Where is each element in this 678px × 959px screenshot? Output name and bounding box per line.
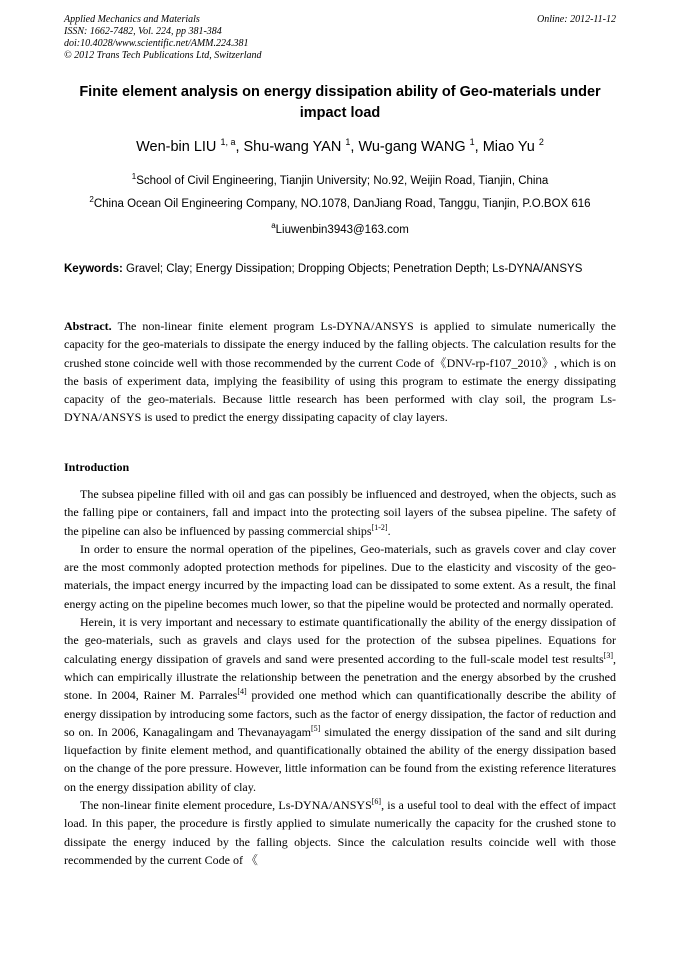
- keywords-block: [64, 261, 616, 278]
- email-mark: a: [271, 221, 276, 230]
- author-name: Miao Yu: [482, 139, 535, 155]
- affiliation-text: China Ocean Oil Engineering Company, NO.1078, DanJiang Road, Tanggu, Tianjin, P.O.BOX 616: [93, 198, 591, 210]
- author-affiliation-mark: 1: [345, 137, 351, 147]
- affiliation-text: School of Civil Engineering, Tianjin University; No.92, Weijin Road, Tianjin, China: [136, 175, 549, 187]
- citation: [6]: [371, 797, 382, 807]
- author-name: Wen-bin LIU: [136, 139, 217, 155]
- journal-name: Applied Mechanics and Materials: [64, 14, 200, 25]
- paragraph: [64, 796, 616, 869]
- keywords-text: Gravel; Clay; Energy Dissipation; Dropping Objects; Penetration Depth; Ls-DYNA/ANSYS: [126, 263, 583, 275]
- author-name: Wu-gang WANG: [358, 139, 466, 155]
- paragraph-text: , is a useful tool to deal with the effect of impact load. In this paper, the procedure is firstly applied to simulate numerically the capacity for the crushed stone to dissipate the energy induced by the falling objects. Since the calculation results coincide well with those recommended by the current Code of 《: [64, 798, 616, 867]
- author-affiliation-mark: 1, a: [220, 137, 236, 147]
- paragraph-text: , which can empirically illustrate the relationship between the penetration and the energy absorbed by the crushed stone. In 2004, Rainer M. Parrales: [64, 651, 616, 703]
- doi-line[interactable]: doi:10.4028/www.scientific.net/AMM.224.381: [64, 38, 249, 49]
- paragraph-text: Herein, it is very important and necessary to estimate quantificationally the ability of the energy dissipation of the geo-materials, such as gravels and clays used for the protection of the subsea pipelines. Equations for calculating energy dissipation of gravels and sand were presented according to the full-scale model test results: [64, 615, 616, 666]
- paragraph: [64, 485, 616, 540]
- abstract-label: Abstract.: [64, 319, 112, 333]
- paragraph-text: simulated the energy dissipation of the sand and silt during liquefaction by finite element method, and quantificationally obtained the ability of the energy dissipation based on the change of the pore pressure. However, little information can be found from the existing reference literatures on the energy dissipation ability of clay.: [64, 724, 617, 794]
- keywords-label: Keywords:: [64, 263, 123, 275]
- introduction-body: [64, 485, 616, 869]
- citation: [5]: [311, 723, 321, 733]
- affiliation-1: [64, 174, 616, 188]
- paragraph-text: The subsea pipeline filled with oil and gas can possibly be influenced and destroyed, when the objects, such as the falling pipe or containers, fall and impact into the protecting soil layers of the subsea pipeline. The safety of the pipeline can also be influenced by passing commercial ships: [64, 487, 616, 538]
- section-heading-introduction: Introduction: [64, 460, 130, 474]
- paragraph: [64, 613, 616, 796]
- author-affiliation-mark: 1: [469, 137, 475, 147]
- abstract-block: [64, 317, 616, 427]
- author-name: Shu-wang YAN: [243, 139, 342, 155]
- citation: [4]: [237, 687, 247, 697]
- author-list: Wen-bin LIU $^{1, a}$, Shu-wang YAN $^1$, Wu-gang WANG $^1$, Miao Yu $^2$: [136, 137, 544, 155]
- citation: [3]: [603, 650, 613, 660]
- paragraph-text: provided one method which can quantificationally describe the ability of energy dissipation by introducing some factors, such as the factor of energy dissipation, the factor of reduction and so on. In 2006, Kanagalingam and Thevanayagam: [64, 688, 617, 739]
- copyright-line: © 2012 Trans Tech Publications Ltd, Switzerland: [64, 50, 262, 61]
- citation: [1-2]: [371, 522, 388, 532]
- online-date: Online: 2012-11-12: [537, 14, 616, 25]
- affiliation-2: [58, 197, 622, 211]
- author-email: [64, 223, 616, 237]
- journal-header: [64, 14, 616, 62]
- email-text[interactable]: Liuwenbin3943@163.com: [275, 224, 409, 236]
- paragraph: In order to ensure the normal operation of the pipelines, Geo-materials, such as gravels cover and clay cover are the most commonly adopted protection methods for pipelines. Due to the elasticity and viscosity of the geo-materials, the impact energy incurred by the impacting load can be dissipated to some extent. As a result, the final energy acting on the pipeline becomes much lower, so that the pipeline would be protected and normally operated.: [64, 541, 616, 611]
- paragraph-text: The non-linear finite element procedure, Ls-DYNA/ANSYS: [80, 798, 372, 813]
- affiliation-mark: 1: [131, 172, 137, 181]
- abstract-text: The non-linear finite element program Ls-DYNA/ANSYS is applied to simulate numerically the capacity for the geo-materials to dissipate the energy induced by the falling objects. The calculation results for the crushed stone coincide well with those recommended by the current Code of《DNV-rp-f107_2010》, which is on the basis of experiment data, implying the feasibility of using this program to estimate the energy dissipating capacity of the geo-materials. Because little research has been performed with clay soil, the program Ls-DYNA/ANSYS is used to predict the energy dissipating capacity of clay layers.: [64, 319, 616, 425]
- author-affiliation-mark: 2: [538, 137, 544, 147]
- issn-line: ISSN: 1662-7482, Vol. 224, pp 381-384: [64, 26, 222, 37]
- paper-title: Finite element analysis on energy dissipation ability of Geo-materials under impact load: [79, 84, 601, 121]
- paragraph-text: .: [387, 523, 391, 538]
- affiliation-mark: 2: [89, 195, 94, 204]
